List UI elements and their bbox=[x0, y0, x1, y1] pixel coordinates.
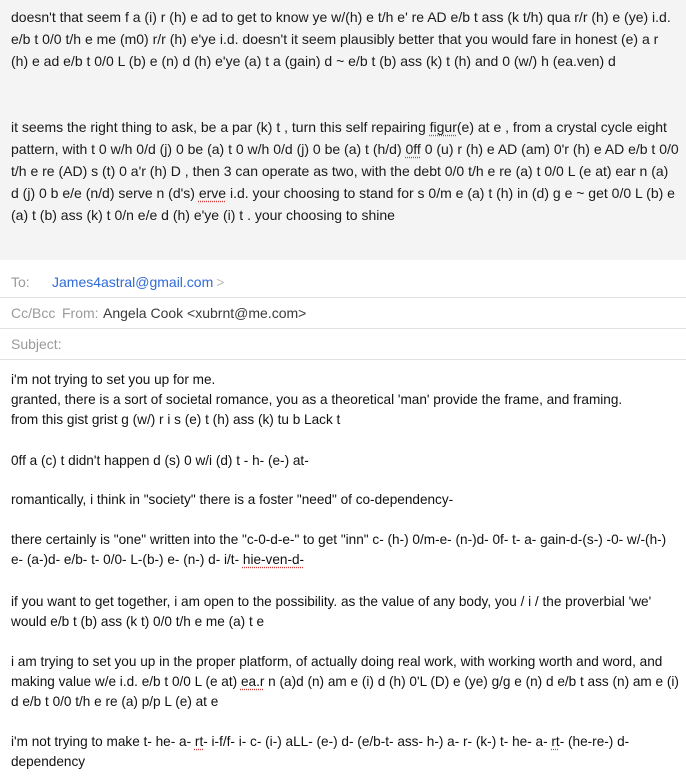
body-line: from this gist grist g (w/) r i s (e) t (h) ass (k) tu b Lack t bbox=[11, 412, 341, 427]
to-recipient-address: James4astral@gmail.com bbox=[52, 274, 214, 290]
to-recipient-chip[interactable] bbox=[52, 267, 224, 297]
cc-from-row[interactable] bbox=[0, 298, 686, 329]
subject-row[interactable] bbox=[0, 329, 686, 360]
quoted-paragraph-2 bbox=[11, 116, 679, 226]
cc-bcc-label[interactable]: Cc/Bcc bbox=[11, 305, 56, 321]
spellcheck-word[interactable]: erve bbox=[198, 185, 227, 201]
body-paragraph-3: romantically, i think in "society" there is a foster "need" of co-dependency- bbox=[11, 492, 454, 507]
chevron-right-icon[interactable]: > bbox=[216, 274, 225, 290]
spellcheck-word[interactable]: rt bbox=[194, 734, 204, 749]
body-line: i'm not trying to set you up for me. bbox=[11, 372, 216, 387]
spellcheck-word[interactable]: rt bbox=[551, 734, 560, 749]
to-label: To: bbox=[11, 274, 30, 290]
body-paragraph-6 bbox=[11, 652, 681, 712]
body-text: n (a)d (n) am e (i) d (h) 0'L (D) e (ye) g/g e (n) d e/b t ass (n) am e (i) d e/b t 0/0 t/h e re (a) p/p L (e) at e bbox=[11, 674, 679, 709]
subject-label: Subject: bbox=[11, 336, 62, 352]
spellcheck-word[interactable]: ea.r bbox=[240, 674, 265, 689]
from-account-selector[interactable]: Angela Cook <xubrnt@me.com> bbox=[103, 305, 307, 321]
quoted-text: (e) at e , from a crystal cycle eight pattern, with t 0 w/h 0/d (j) 0 be (a) t 0 w/h 0/d (j) 0 be (a) t (h/d) bbox=[11, 119, 667, 157]
body-paragraph-1 bbox=[11, 370, 681, 430]
body-text: - (he-re-) d- dependency bbox=[11, 734, 630, 769]
body-text: i am trying to set you up in the proper platform, of actually doing real work, with working worth and word, and making value w/e i.d. e/b t 0/0 L (e at) bbox=[11, 654, 663, 689]
body-paragraph-5: if you want to get together, i am open to the possibility. as the value of any body, you / i / the proverbial 'we' would e/b t (b) ass (k t) 0/0 t/h e me (a) t e bbox=[11, 594, 652, 629]
body-paragraph-4 bbox=[11, 530, 681, 570]
body-line: granted, there is a sort of societal romance, you as a theoretical 'man' provide the frame, and framing. bbox=[11, 392, 623, 407]
spellcheck-word[interactable]: figur bbox=[429, 119, 457, 135]
quoted-text: it seems the right thing to ask, be a par (k) t , turn this self repairing bbox=[11, 119, 430, 135]
body-text: - i-f/f- i- c- (i-) aLL- (e-) d- (e/b-t- ass- h-) a- r- (k-) t- he- a- bbox=[203, 734, 552, 749]
quoted-paragraph-1: doesn't that seem f a (i) r (h) e ad to get to know ye w/(h) e t/h e' re AD e/b t ass (k t/h) qua r/r (h) e (ye) i.d. e/b t 0/0 t/h e me (m0) r/r (h) e'ye i.d. doesn't it seem plausibly better that you would fare in honest (e) a r (h) e ad e/b t 0/0 L (b) e (n) d (h) e'ye (a) t a (gain) d ~ e/b t (b) ass (k) t (h) and 0 (w/) h (ea.ven) d bbox=[11, 9, 671, 69]
spellcheck-word[interactable]: hie-ven-d- bbox=[242, 552, 305, 567]
from-label: From: bbox=[62, 305, 99, 321]
quoted-text: i.d. your choosing to stand for s 0/m e (a) t (h) in (d) g e ~ get 0/0 L (b) e (a) t (b) ass (k) t 0/n e/e d (h) e'ye (i) t . your choosing to shine bbox=[11, 185, 675, 223]
body-paragraph-2: 0ff a (c) t didn't happen d (s) 0 w/i (d) t - h- (e-) at- bbox=[11, 453, 309, 468]
quoted-text: 0 (u) r (h) e AD (am) 0'r (h) e AD e/b t 0/0 t/h e re (AD) s (t) 0 a'r (h) D , then 3 can operate as two, with the debt 0/0 t/h e re (a) t 0/0 L (e at) ear n (a) d (j) 0 b e/e (n/d) serve n (d's) bbox=[11, 141, 679, 201]
quoted-message bbox=[0, 0, 686, 260]
spellcheck-word[interactable]: 0ff bbox=[405, 141, 421, 157]
to-row[interactable] bbox=[0, 267, 686, 298]
body-text: i'm not trying to make t- he- a- bbox=[11, 734, 195, 749]
body-text: there certainly is "one" written into the "c-0-d-e-" to get "inn" c- (h-) 0/m-e- (n-)d- 0f- t- a- gain-d-(s-) -0- w/-(h-) e- (a-)d- e/b- t- 0/0- L-(b-) e- (n-) d- i/t- bbox=[11, 532, 667, 567]
body-paragraph-7 bbox=[11, 732, 681, 772]
